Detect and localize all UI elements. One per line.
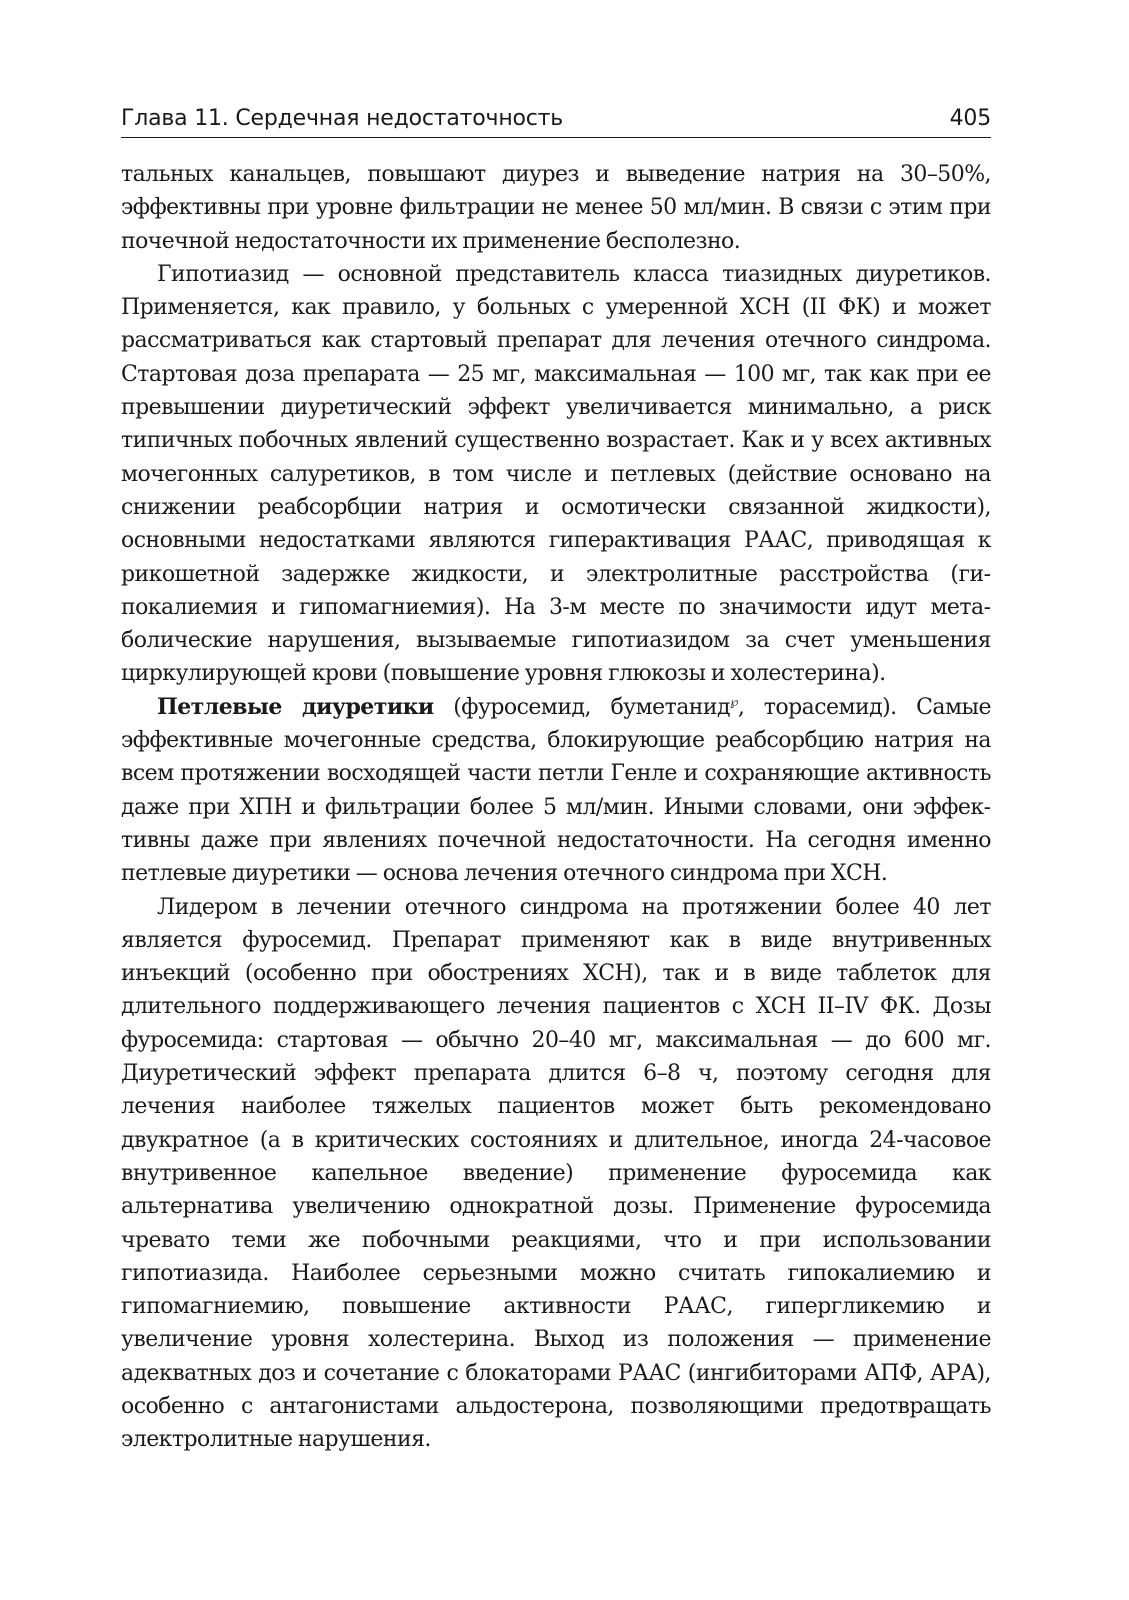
paragraph-4: Лидером в лечении отечного синдрома на протяжении более 40 лет является фуросемид. Препарат применяют как в виде внутривенных инъекций (особенно при обострениях ХСН), так и в виде таблеток для длительного поддерживающего лечения пациентов с ХСН II–IV ФК. Дозы фуросемида: стартовая — обычно 20–40 мг, максимальная — до 600 мг. Диуретический эффект препарата длится 6–8 ч, поэтому сегодня для лечения наиболее тяжелых пациентов может быть рекомендовано двукратное (а в критических состояниях и длительное, иногда 24-часовое внутривенное капельное введение) применение фуросемида как альтернатива увеличению однократной дозы. Применение фуросемида чревато теми же побочными реакциями, что и при использовании гипотиазида. Наиболее серьезными можно считать гипокалиемию и гипомагниемию, повышение активности РААС, гипергликемию и увеличение уровня холестерина. Выход из положения — применение адекватных доз и сочетание с блокаторами РААС (ингибиторами АПФ, АРА), особенно с антагонистами альдостерона, позволяющими предотвращать электролитные нарушения.	[121, 894, 991, 1453]
paragraph-2: Гипотиазид — основной представитель класса тиазидных диуретиков. Применяется, как правило, у больных с умеренной ХСН (II ФК) и может рассматриваться как стартовый препарат для лечения отечного синдрома. Стартовая доза препарата — 25 мг, максимальная — 100 мг, так как при ее превышении диуретический эффект увеличивается минимально, а риск типичных побочных явлений существенно возрастает. Как и у всех активных мочегонных салуретиков, в том числе и петлевых (действие основано на снижении реабсорбции натрия и осмотически связанной жидкости), основными недостатками являются гиперактивация РААС, приводящая к рикошетной задержке жидкости, и электролитные расстройства (гипокалиемия и гипомагниемия). На 3-м месте по значимости идут метаболические нарушения, вызываемые гипотиазидом за счет уменьшения циркулирующей крови (повышение уровня глюкозы и холестерина).	[121, 261, 991, 687]
paragraph-3-part-a: (фуросемид, буметанид	[433, 694, 730, 720]
body-text	[121, 158, 991, 1457]
unregistered-drug-mark: ℘	[730, 694, 738, 709]
paragraph-3	[121, 691, 991, 891]
term-loop-diuretics: Петлевые диуретики	[157, 693, 434, 720]
chapter-title: Глава 11. Сердечная недостаточность	[121, 106, 564, 131]
paragraph-3-part-b: , торасемид). Самые эффективные мочегонные средства, блокирующие реабсорбцию натрия на всем протяжении восходящей части петли Генле и сохраняющие активность даже при ХПН и фильтрации более 5 мл/мин. Иными словами, они эффективны даже при явлениях почечной недостаточности. На сегодня именно петлевые диуретики — основа лечения отечного синдрома при ХСН.	[121, 694, 991, 887]
paragraph-1: тальных канальцев, повышают диурез и выведение натрия на 30–50%, эффективны при уровне фильтрации не менее 50 мл/мин. В связи с этим при почечной недостаточности их применение бесполезно.	[121, 162, 991, 254]
book-page	[121, 106, 991, 1457]
running-header	[121, 106, 991, 138]
page-number: 405	[949, 106, 991, 131]
